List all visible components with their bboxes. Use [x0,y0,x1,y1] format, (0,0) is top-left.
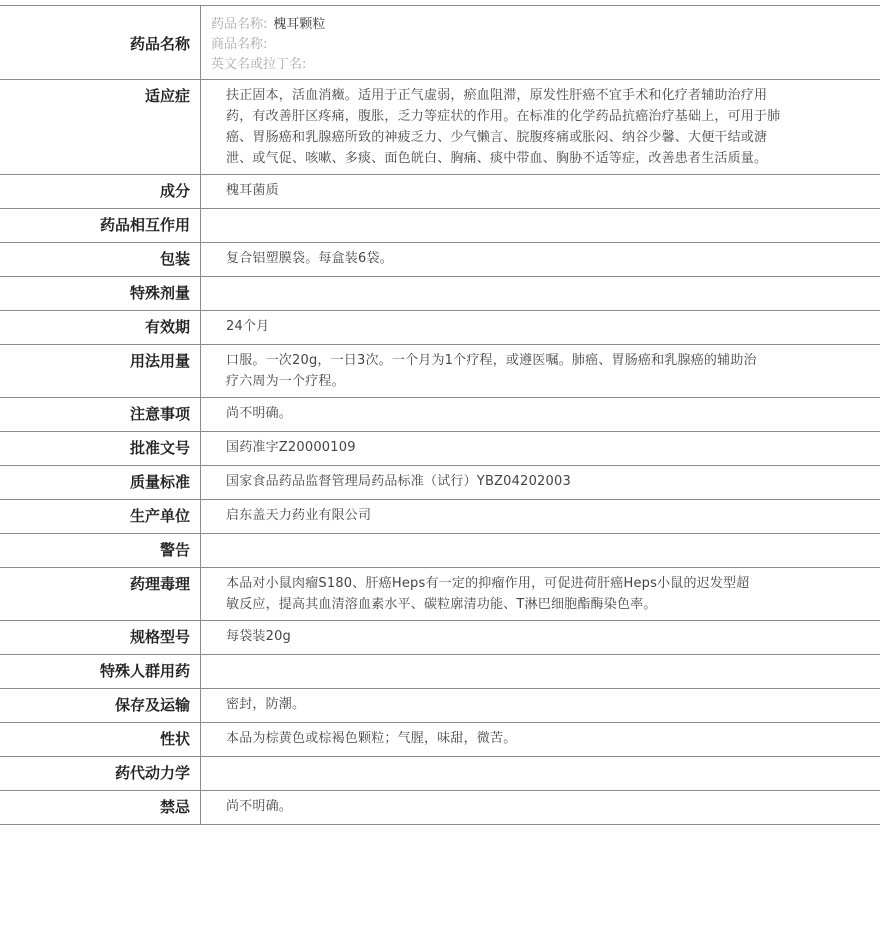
row-value-storage: 密封，防潮。 [201,689,880,723]
row-spec [0,621,880,655]
row-label-interactions: 药品相互作用 [0,209,201,243]
row-label-contraindications: 禁忌 [0,791,201,825]
row-value-shelf-life: 24个月 [201,311,880,345]
row-ingredients [0,175,880,209]
row-indication [0,80,880,175]
row-value-manufacturer: 启东盖天力药业有限公司 [201,500,880,534]
row-contraindications [0,791,880,825]
row-value-toxicology: 本品对小鼠肉瘤S180、肝癌Heps有一定的抑瘤作用，可促进荷肝癌Heps小鼠的迟发型超敏反应，提高其血清溶血素水平、碳粒廓清功能、T淋巴细胞酯酶染色率。 [201,568,880,621]
row-value-ingredients: 槐耳菌质 [201,175,880,209]
row-usage [0,345,880,398]
generic-name-value: 槐耳颗粒 [273,17,326,32]
row-shelf-life [0,311,880,345]
row-value-contraindications: 尚不明确。 [201,791,880,825]
row-storage [0,689,880,723]
row-package [0,243,880,277]
generic-name-key: 药品名称: [211,17,268,32]
row-label-toxicology: 药理毒理 [0,568,201,621]
row-pharmacokinetics [0,757,880,791]
row-label-usage: 用法用量 [0,345,201,398]
trade-name-line [211,35,880,55]
row-label-shelf-life: 有效期 [0,311,201,345]
row-label-approval: 批准文号 [0,432,201,466]
row-label-drug-name: 药品名称 [0,6,201,80]
row-label-special-dose: 特殊剂量 [0,277,201,311]
row-label-storage: 保存及运输 [0,689,201,723]
row-value-properties: 本品为棕黄色或棕褐色颗粒；气腥，味甜，微苦。 [201,723,880,757]
row-value-approval: 国药准字Z20000109 [201,432,880,466]
row-label-precautions: 注意事项 [0,398,201,432]
row-label-special-groups: 特殊人群用药 [0,655,201,689]
row-value-standard: 国家食品药品监督管理局药品标准（试行）YBZ04202003 [201,466,880,500]
name-cell [201,6,880,80]
row-drug-name [0,6,880,80]
row-value-interactions [201,209,880,243]
row-label-pharmacokinetics: 药代动力学 [0,757,201,791]
row-label-package: 包装 [0,243,201,277]
row-special-dose [0,277,880,311]
row-value-precautions: 尚不明确。 [201,398,880,432]
row-value-spec: 每袋装20g [201,621,880,655]
row-label-warning: 警告 [0,534,201,568]
row-value-usage: 口服。一次20g，一日3次。一个月为1个疗程，或遵医嘱。肺癌、胃肠癌和乳腺癌的辅助治疗六周为一个疗程。 [201,345,880,398]
row-interactions [0,209,880,243]
row-label-spec: 规格型号 [0,621,201,655]
row-value-indication: 扶正固本，活血消癥。适用于正气虚弱，瘀血阻滞，原发性肝癌不宜手术和化疗者辅助治疗用药，有改善肝区疼痛，腹胀，乏力等症状的作用。在标准的化学药品抗癌治疗基础上，可用于肺癌、胃肠癌和乳腺癌所致的神疲乏力、少气懒言、脘腹疼痛或胀闷、纳谷少馨、大便干结或溏泄、或气促、咳嗽、多痰、面色㿠白、胸痛、痰中带血、胸胁不适等症，改善患者生活质量。 [201,80,880,175]
row-value-pharmacokinetics [201,757,880,791]
drug-info-sheet [0,5,880,825]
row-standard [0,466,880,500]
row-label-standard: 质量标准 [0,466,201,500]
row-manufacturer [0,500,880,534]
generic-name-line [211,15,880,35]
row-value-special-dose [201,277,880,311]
row-value-package: 复合铝塑膜袋。每盒装6袋。 [201,243,880,277]
row-toxicology [0,568,880,621]
row-value-special-groups [201,655,880,689]
english-name-line [211,55,880,75]
row-label-properties: 性状 [0,723,201,757]
trade-name-key: 商品名称: [211,37,268,52]
row-label-indication: 适应症 [0,80,201,175]
row-warning [0,534,880,568]
row-approval [0,432,880,466]
row-properties [0,723,880,757]
drug-info-table [0,5,880,825]
row-label-ingredients: 成分 [0,175,201,209]
row-precautions [0,398,880,432]
english-name-key: 英文名或拉丁名: [211,57,307,72]
row-value-warning [201,534,880,568]
row-special-groups [0,655,880,689]
row-label-manufacturer: 生产单位 [0,500,201,534]
